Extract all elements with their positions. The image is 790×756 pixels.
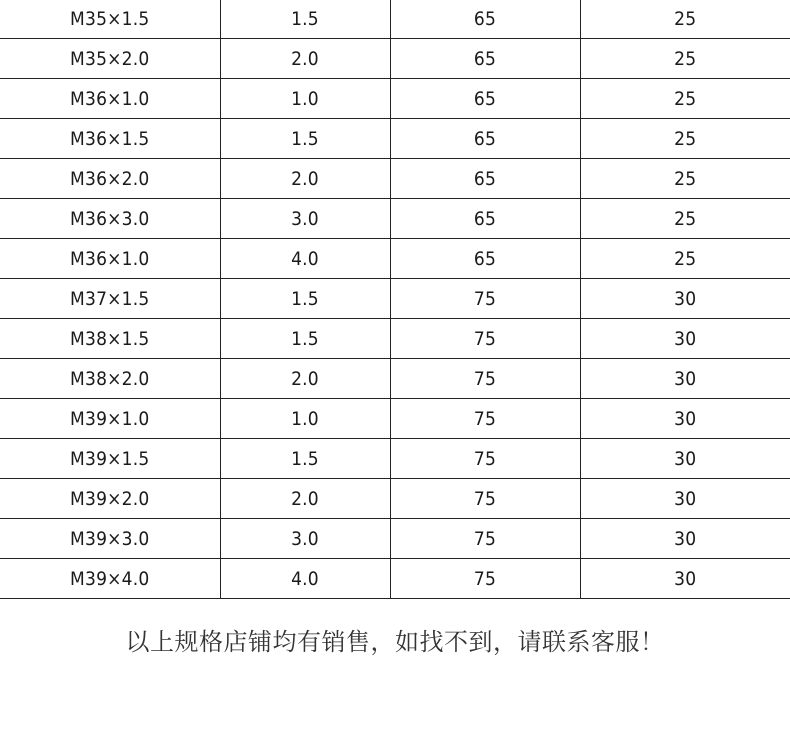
table-row (0, 399, 790, 439)
thickness-cell: 30 (580, 399, 790, 439)
thickness-cell: 25 (580, 239, 790, 279)
thickness-cell: 25 (580, 199, 790, 239)
thread-spec-cell: M39×4.0 (0, 559, 220, 599)
table-row (0, 479, 790, 519)
thread-spec-cell: M38×1.5 (0, 319, 220, 359)
pitch-cell: 4.0 (220, 559, 390, 599)
table-row (0, 319, 790, 359)
pitch-cell: 3.0 (220, 199, 390, 239)
thickness-cell: 30 (580, 519, 790, 559)
outer-diameter-cell: 65 (390, 119, 580, 159)
table-row (0, 199, 790, 239)
pitch-cell: 2.0 (220, 39, 390, 79)
table-row (0, 119, 790, 159)
thickness-cell: 25 (580, 119, 790, 159)
thickness-cell: 25 (580, 79, 790, 119)
thickness-cell: 25 (580, 39, 790, 79)
thread-spec-cell: M35×2.0 (0, 39, 220, 79)
outer-diameter-cell: 75 (390, 479, 580, 519)
table-row (0, 439, 790, 479)
outer-diameter-cell: 75 (390, 559, 580, 599)
outer-diameter-cell: 75 (390, 319, 580, 359)
table-row (0, 39, 790, 79)
pitch-cell: 4.0 (220, 239, 390, 279)
pitch-cell: 3.0 (220, 519, 390, 559)
thread-spec-cell: M39×1.5 (0, 439, 220, 479)
pitch-cell: 1.5 (220, 439, 390, 479)
thickness-cell: 25 (580, 159, 790, 199)
outer-diameter-cell: 75 (390, 439, 580, 479)
thread-spec-cell: M36×2.0 (0, 159, 220, 199)
table-row (0, 559, 790, 599)
outer-diameter-cell: 75 (390, 399, 580, 439)
pitch-cell: 1.5 (220, 279, 390, 319)
thread-spec-cell: M36×1.5 (0, 119, 220, 159)
pitch-cell: 1.5 (220, 319, 390, 359)
outer-diameter-cell: 65 (390, 0, 580, 39)
pitch-cell: 2.0 (220, 479, 390, 519)
thickness-cell: 25 (580, 0, 790, 39)
outer-diameter-cell: 75 (390, 519, 580, 559)
table-row (0, 279, 790, 319)
thread-spec-cell: M35×1.5 (0, 0, 220, 39)
outer-diameter-cell: 65 (390, 239, 580, 279)
table-row (0, 159, 790, 199)
thickness-cell: 30 (580, 319, 790, 359)
thread-spec-cell: M39×3.0 (0, 519, 220, 559)
thread-spec-cell: M36×3.0 (0, 199, 220, 239)
pitch-cell: 1.5 (220, 0, 390, 39)
pitch-cell: 2.0 (220, 359, 390, 399)
thickness-cell: 30 (580, 359, 790, 399)
thread-spec-cell: M36×1.0 (0, 239, 220, 279)
thread-spec-cell: M38×2.0 (0, 359, 220, 399)
table-row (0, 79, 790, 119)
outer-diameter-cell: 75 (390, 359, 580, 399)
thread-spec-cell: M39×1.0 (0, 399, 220, 439)
outer-diameter-cell: 65 (390, 79, 580, 119)
pitch-cell: 1.5 (220, 119, 390, 159)
thickness-cell: 30 (580, 479, 790, 519)
footer-note: 以上规格店铺均有销售，如找不到，请联系客服！ (125, 628, 665, 656)
pitch-cell: 2.0 (220, 159, 390, 199)
table-row (0, 519, 790, 559)
thickness-cell: 30 (580, 279, 790, 319)
thread-spec-cell: M39×2.0 (0, 479, 220, 519)
outer-diameter-cell: 75 (390, 279, 580, 319)
outer-diameter-cell: 65 (390, 159, 580, 199)
pitch-cell: 1.0 (220, 399, 390, 439)
outer-diameter-cell: 65 (390, 39, 580, 79)
thread-spec-cell: M36×1.0 (0, 79, 220, 119)
thickness-cell: 30 (580, 559, 790, 599)
outer-diameter-cell: 65 (390, 199, 580, 239)
table-row (0, 359, 790, 399)
table-row (0, 239, 790, 279)
thread-spec-cell: M37×1.5 (0, 279, 220, 319)
pitch-cell: 1.0 (220, 79, 390, 119)
thickness-cell: 30 (580, 439, 790, 479)
table-row (0, 0, 790, 39)
